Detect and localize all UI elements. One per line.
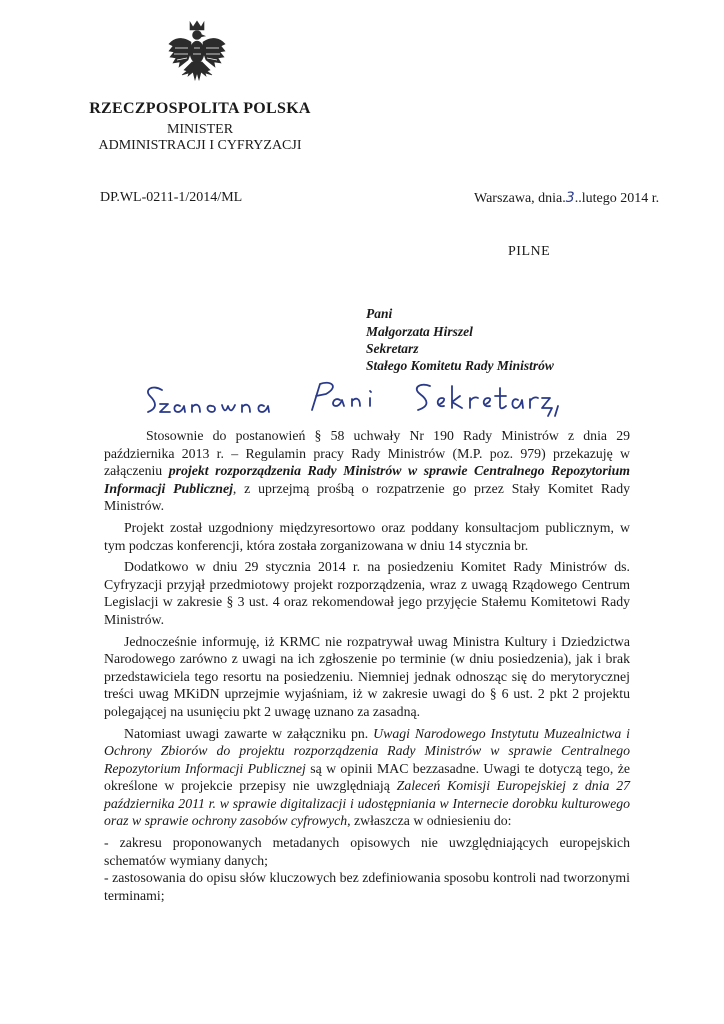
handwritten-date-day: 3: [565, 190, 575, 206]
ministry-name: ADMINISTRACJI I CYFRYZACJI: [98, 138, 302, 153]
letter-body: [104, 427, 630, 904]
handwritten-salutation: [140, 376, 560, 424]
body-paragraph: Projekt został uzgodniony międzyresortowo oraz poddany konsultacjom publicznym, w tym podczas konferencji, która została zorganizowana w dniu 14 stycznia br.: [104, 519, 630, 553]
text-run: Stosownie do postanowień § 58 uchwały Nr 190 Rady Ministrów z dnia 29 października 2013 r. – Regulamin pracy Rady Ministrów (M.P. poz. 979) przekazuję w załączeniu: [104, 428, 630, 479]
text-run: , zwłaszcza w odniesieniu do:: [347, 813, 512, 829]
list-item: - zastosowania do opisu słów kluczowych bez zdefiniowania sposobu kontroli nad tworzonymi terminami;: [104, 870, 630, 903]
date-line: [474, 190, 659, 207]
date-prefix: Warszawa, dnia.: [474, 191, 566, 206]
recommendation-title: Zaleceń Komisji Europejskiej z dnia 27 października 2011 r. w sprawie digitalizacji i udostępniania w Internecie dorobku kulturowego oraz w sprawie ochrony zasobów cyfrowych: [104, 778, 630, 829]
body-paragraph: Dodatkowo w dniu 29 stycznia 2014 r. na posiedzeniu Komitet Rady Ministrów ds. Cyfryzacji przyjął przedmiotowy projekt rozporządzenia, wraz z uwagą Rządowego Centrum Legislacji w zakresie § 3 ust. 4 oraz rekomendował jego przyjęcie Stałemu Komitetowi Rady Ministrów.: [104, 559, 630, 627]
addressee-line: Stałego Komitetu Rady Ministrów: [366, 358, 554, 373]
addressee-line: Małgorzata Hirszel: [366, 324, 473, 339]
draft-regulation-title: projekt rozporządzenia Rady Ministrów w sprawie Centralnego Repozytorium Informacji Publicznej: [104, 463, 630, 496]
list-item: - zakresu proponowanych metadanych opisowych nie uwzględniających europejskich schematów wymiany danych;: [104, 835, 630, 868]
addressee-line: Sekretarz: [366, 341, 419, 356]
text-run: są w opinii MAC bezzasadne. Uwagi te dotyczą tego, że określone w projekcie przepisy nie uwzględniają: [104, 760, 630, 794]
text-run: , z uprzejmą prośbą o rozpatrzenie go przez Stały Komitet Rady Ministrów.: [104, 480, 630, 514]
text-run: Natomiast uwagi zawarte w załączniku pn.: [124, 725, 374, 741]
polish-eagle-emblem-icon: [166, 18, 228, 88]
body-paragraph: [104, 725, 630, 831]
attachment-title: Uwagi Narodowego Instytutu Muzealnictwa i Ochrony Zbiorów do projektu rozporządzenia Rady Ministrów w sprawie Centralnego Repozytorium Informacji Publicznej: [104, 725, 631, 776]
country-heading: RZECZPOSPOLITA POLSKA: [89, 100, 311, 117]
document-reference-number: DP.WL-0211-1/2014/ML: [100, 190, 243, 205]
addressee-line: Pani: [366, 306, 393, 321]
date-suffix: ..lutego 2014 r.: [574, 191, 660, 206]
body-paragraph: [104, 427, 630, 515]
minister-title: MINISTER: [166, 122, 234, 137]
body-paragraph: Jednocześnie informuję, iż KRMC nie rozpatrywał uwag Ministra Kultury i Dziedzictwa Narodowego zarówno z uwagi na ich zgłoszenie po terminie (w dniu posiedzenia), jak i brak przedstawiciela tego resortu na posiedzeniu. Niemniej jednak odnosząc się do merytorycznej treści uwag MKiDN uprzejmie wyjaśniam, iż w zakresie uwagi do § 6 ust. 2 pkt 2 projektu polegającej na usunięciu pkt 2 uwagę uznano za zasadną.: [104, 633, 630, 719]
urgency-label: PILNE: [508, 244, 551, 259]
